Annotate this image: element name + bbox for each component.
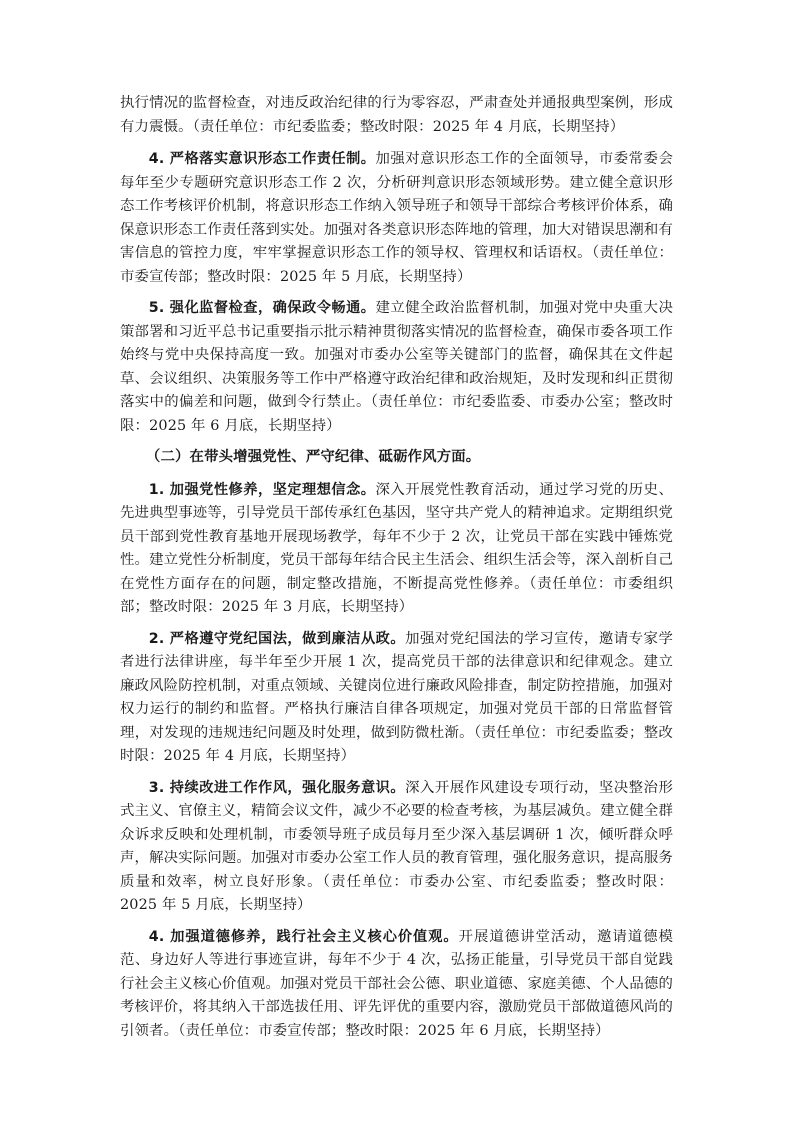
item-body: 建立健全政治监督机制，加强对党中央重大决策部署和习近平总书记重要指示批示精神贯彻落实情况的监督检查，确保市委各项工作始终与党中央保持高度一致。加强对市委办公室等关键部门的监督，确保其在文件起草、会议组织、决策服务等工作中严格遵守政治纪律和政治规矩，及时发现和纠正贯彻落实中的偏差和问题，做到令行禁止。（责任单位：市纪委监委、市委办公室；整改时限：2025 年 6 月底，长期坚持） xyxy=(120,300,673,434)
item-body: 深入开展党性教育活动，通过学习党的历史、先进典型事迹等，引导党员干部传承红色基因，坚守共产党人的精神追求。定期组织党员干部到党性教育基地开展现场教学，每年不少于 2 次，让党员干部在实践中锤炼党性。建立党性分析制度，党员干部每年结合民主生活会、组织生活会等，深入剖析自己在党性方面存在的问题，制定整改措施，不断提高党性修养。（责任单位：市委组织部；整改时限：2025 年 3 月底，长期坚持） xyxy=(120,481,673,615)
item-ideology-responsibility xyxy=(120,148,673,289)
document-body xyxy=(120,92,673,1051)
item-body: 加强对党纪国法的学习宣传，邀请专家学者进行法律讲座，每半年至少开展 1 次，提高党员干部的法律意识和纪律观念。建立廉政风险防控机制，对重点领域、关键岗位进行廉政风险排查，制定防控措施，加强对权力运行的制约和监督。严格执行廉洁自律各项规定，加强对党员干部的日常监督管理，对发现的违规违纪问题及时处理，做到防微杜渐。（责任单位：市纪委监委；整改时限：2025 年 4 月底，长期坚持） xyxy=(120,630,673,764)
item-work-style xyxy=(120,777,673,918)
item-discipline-integrity xyxy=(120,628,673,769)
item-heading: 5. 强化监督检查，确保政令畅通。 xyxy=(148,300,376,316)
item-heading: 2. 严格遵守党纪国法，做到廉洁从政。 xyxy=(148,630,406,647)
item-heading: 3. 持续改进工作作风，强化服务意识。 xyxy=(148,779,406,796)
item-party-spirit xyxy=(120,479,673,620)
item-heading: 4. 加强道德修养，践行社会主义核心价值观。 xyxy=(148,928,459,945)
item-supervision-inspection xyxy=(120,297,673,438)
item-moral-cultivation xyxy=(120,926,673,1044)
item-body: 加强对意识形态工作的全面领导，市委常委会每年至少专题研究意识形态工作 2 次，分析研判意识形态领域形势。建立健全意识形态工作考核评价机制，将意识形态工作纳入领导班子和领导干部综合考核评价体系，确保意识形态工作责任落到实处。加强对各类意识形态阵地的管理，加大对错误思潮和有害信息的管控力度，牢牢掌握意识形态工作的领导权、管理权和话语权。（责任单位：市委宣传部；整改时限：2025 年 5 月底，长期坚持） xyxy=(120,151,673,285)
item-heading: 4. 严格落实意识形态工作责任制。 xyxy=(148,151,376,167)
item-body: 开展道德讲堂活动，邀请道德模范、身边好人等进行事迹宣讲，每年不少于 4 次，弘扬正能量，引导党员干部自觉践行社会主义核心价值观。加强对党员干部社会公德、职业道德、家庭美德、个人品德的考核评价，将其纳入干部选拔任用、评先评优的重要内容，激励党员干部做道德风尚的引领者。（责任单位：市委宣传部；整改时限：2025 年 6 月底，长期坚持） xyxy=(120,928,673,1039)
item-heading: 1. 加强党性修养，坚定理想信念。 xyxy=(148,481,376,498)
item-body: 深入开展作风建设专项行动，坚决整治形式主义、官僚主义，精简会议文件，减少不必要的检查考核，为基层减负。建立健全群众诉求反映和处理机制，市委领导班子成员每月至少深入基层调研 1 次，倾听群众呼声，解决实际问题。加强对市委办公室工作人员的教育管理，强化服务意识，提高服务质量和效率，树立良好形象。（责任单位：市委办公室、市纪委监委；整改时限：2025 年 5 月底，长期坚持） xyxy=(120,779,673,913)
paragraph-continuation: 执行情况的监督检查，对违反政治纪律的行为零容忍，严肃查处并通报典型案例，形成有力震慑。（责任单位：市纪委监委；整改时限：2025 年 4 月底，长期坚持） xyxy=(120,95,673,135)
section-heading: （二）在带头增强党性、严守纪律、砥砺作风方面。 xyxy=(145,449,481,465)
